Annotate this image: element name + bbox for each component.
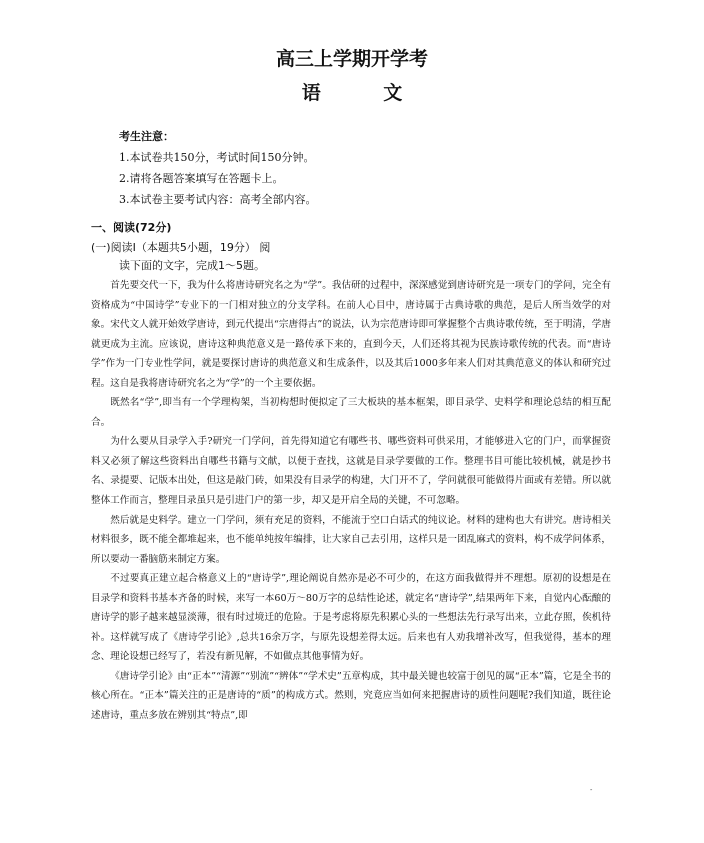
notes-item: 2.请将各题答案填写在答题卡上。 [119,172,284,185]
subject-title: 语 文 [301,82,431,104]
reading-passage [91,276,611,726]
passage-paragraph: 首先要交代一下，我为什么将唐诗研究名之为“学”。我估研的过程中，深深感觉到唐诗研究是一项专门的学问，完全有资格成为“中国诗学”专业下的一门相对独立的分支学科。在前人心目中，唐诗属于古典诗歌的典范，是后人所当效学的对象。宋代文人就开始效学唐诗，到元代提出“宗唐得古”的说法，认为宗范唐诗即可掌握整个古典诗歌传统，至于明清，学唐就更成为主流。应该说，唐诗这种典范意义是一路传承下来的，直到今天，人们还将其视为民族诗歌传统的代表。而“唐诗学”作为一门专业性学问，就是要探讨唐诗的典范意义和生成条件，以及其后1000多年来人们对其典范意义的体认和研究过程。这自是我将唐诗研究名之为“学”的一个主要依据。 [91,280,611,389]
part-heading: 一、阅读(72分) [91,221,172,234]
reading-instruction: 读下面的文字，完成1～5题。 [119,259,265,272]
exam-title: 高三上学期开学考 [275,48,428,70]
notes-heading: 考生注意： [119,130,174,143]
passage-paragraph: 不过要真正建立起合格意义上的“唐诗学”,理论阐说自然亦是必不可少的，在这方面我做得并不理想。原初的设想是在目录学和资料书基本齐备的时候，来写一本60万～80万字的总结性论述，就定名“唐诗学”,结果两年下来，自觉内心酝酿的唐诗学的影子越来越显淡薄，很有时过境迁的危险。于是考虑将原先积累心头的一些想法先行录写出来，立此存照，俟机待补。这样就写成了《唐诗学引论》,总共16余万字，与原先设想差得太远。后来也有人劝我增补改写，但我觉得，基本的理念、理论设想已经写了，若没有新见解，不如做点其他事情为好。 [91,573,611,663]
notes-item: 1.本试卷共150分，考试时间150分钟。 [119,151,315,164]
notes-item: 3.本试卷主要考试内容：高考全部内容。 [119,193,317,206]
candidate-notes [119,126,317,210]
page-mark: - [590,786,593,794]
passage-paragraph: 既然名“学”,即当有一个学理构架，当初构想时便拟定了三大板块的基本框架，即目录学、史料学和理论总结的相互配合。 [91,397,611,428]
passage-paragraph: 然后就是史料学。建立一门学问，须有充足的资料，不能流于空口白话式的纯议论。材料的建构也大有讲究。唐诗相关材料很多，既不能全都堆起来，也不能单纯按年编排，让大家自己去引用，这样只是一团乱麻式的资料，构不成学问体系，所以要动一番脑筋来制定方案。 [91,514,611,565]
subsection-heading: (一)阅读I（本题共5小题，19分） 阅 [91,241,271,254]
passage-paragraph: 《唐诗学引论》由“正本”“清源”“别流”“辨体”“学术史”五章构成，其中最关键也较富于创见的属“正本”篇，它是全书的核心所在。“正本”篇关注的正是唐诗的“质”的构成方式。然则，究竟应当如何来把握唐诗的质性问题呢?我们知道，既往论述唐诗，重点多放在辨别其“特点”,即 [91,670,611,722]
passage-paragraph: 为什么要从目录学入手?研究一门学问，首先得知道它有哪些书、哪些资料可供采用，才能够进入它的门户，而掌握资料又必须了解这些资料出自哪些书籍与文献，以便于查找，这就是目录学要做的工作。整理书目可能比较机械，就是抄书名、录提要、记版本出处，但这是敲门砖，如果没有目录学的构建，大门开不了，学问就很可能做得片面或有差错。所以就整体工作而言，整理目录虽只是引进门户的第一步，却又是开启全局的关键，不可忽略。 [91,436,611,507]
